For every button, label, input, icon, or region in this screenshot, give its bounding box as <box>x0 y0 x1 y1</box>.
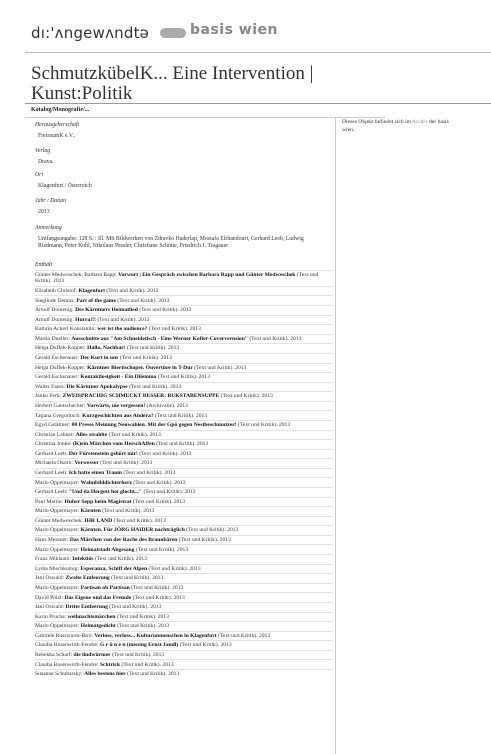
item-info: (Text und Kritik). 2013 <box>184 527 239 534</box>
item-author: Claudia Rosenwirth-Fendre: <box>35 642 100 649</box>
list-item[interactable] <box>35 391 333 401</box>
list-item[interactable] <box>35 363 333 373</box>
item-info: (Text und Kritik). 2013 <box>134 546 189 553</box>
site-header <box>0 0 491 52</box>
item-info: (Text und Kritik). 2013 <box>120 661 174 668</box>
item-author: Karin Prucha: <box>35 613 68 620</box>
meta-value: Umfangsangabe: 128 S. : Ill. Mit Bildwerken von Zdravko Haderlap, Mostafa Elrhandouri, Gerhard Leeb, Ludwig Riedmann, Peter Kohl, Nikolaus Pessler, Christiane Schütte, Friedrich J. Tragauer <box>38 235 304 249</box>
item-info: (Text und Kritik). 2013 <box>131 594 185 601</box>
item-title[interactable]: Wahnbilddichterherz <box>80 479 132 486</box>
item-title[interactable]: Kärnten <box>80 508 101 515</box>
item-author: Christina Jonke: <box>35 441 73 448</box>
item-author: Arnulf Domenig: <box>35 307 76 314</box>
item-info: (Text und Kritik). 2013 <box>154 441 209 448</box>
item-title[interactable]: ZWEISPRACHIG SCHMECKT BESSER: BUKSTABENSUPPE <box>62 393 220 400</box>
title-divider <box>25 103 491 104</box>
item-author: Arnulf Domenig: <box>35 316 76 323</box>
item-author: Mario Oppelmayer: <box>35 527 81 534</box>
list-item[interactable] <box>35 430 333 440</box>
item-title[interactable]: Esperanza, Schiff der Alpen <box>80 565 148 572</box>
item-info: (Text und Kritik). 2013 <box>100 508 155 515</box>
item-info: (Text und Kritik). 2013 <box>93 556 147 563</box>
list-item[interactable] <box>35 315 333 325</box>
item-info: (Text und Kritik). 2013 <box>131 498 185 505</box>
item-info: (Text und Kritik). 2013 <box>121 470 176 476</box>
category-divider <box>25 117 385 118</box>
meta-label: Herausgeberschaft <box>35 122 80 128</box>
column-divider <box>335 117 336 754</box>
item-author: Martin Dueller: <box>35 335 72 342</box>
list-item[interactable] <box>35 410 333 420</box>
angewandte-logo[interactable]: dı:'ʌngewʌndtə <box>31 24 150 42</box>
item-author: Kathrin Ackerl Konstantin: <box>35 326 98 333</box>
list-item[interactable] <box>35 583 333 593</box>
item-author: Günter Medweschek, Barbara Rapp: <box>35 272 119 279</box>
item-info: (Text und Kritik). 2013 <box>110 651 165 658</box>
item-author: Egyd Gstättner: <box>35 422 72 429</box>
item-info: (Text und Kritik). 2013 <box>98 460 153 467</box>
item-info: (Text und Kritik). 2013 <box>131 479 186 486</box>
item-title[interactable]: Ich hatte einen Traum <box>68 470 122 476</box>
list-item[interactable] <box>35 477 333 487</box>
item-title[interactable]: Huber Sepp beim Magistrat <box>64 498 132 505</box>
list-item[interactable] <box>35 650 333 660</box>
list-item[interactable] <box>35 631 333 641</box>
list-item[interactable] <box>35 439 333 449</box>
item-title[interactable]: IHR LAND <box>84 517 113 524</box>
item-author: Gerhard Leeb: <box>35 470 69 476</box>
item-info: (Text und Kritik). 2013 <box>35 272 319 285</box>
item-title[interactable]: Heimatgedicht <box>80 623 116 630</box>
item-info: (Text und Kritik). 2013 <box>107 431 161 438</box>
list-item[interactable] <box>35 401 333 411</box>
item-info: (Text und Kritik). 2013 <box>247 335 302 342</box>
basis-wien-logo-text[interactable]: basis wien <box>190 22 279 38</box>
item-author: David Pölzl: <box>35 594 65 601</box>
meta-field <box>35 172 330 190</box>
item-title[interactable]: Verloss, verloss... Kulturunmenschen in Klagenfurt <box>94 632 217 639</box>
meta-value: Klagenfurt / Österreich <box>38 182 92 189</box>
meta-label: Verlag <box>35 148 51 154</box>
contents-list <box>35 262 333 679</box>
meta-field <box>35 198 330 216</box>
meta-label: Ort <box>35 172 44 178</box>
list-item[interactable] <box>35 458 333 468</box>
item-title[interactable]: Infektiös <box>72 556 94 563</box>
item-author: Elisabeth Christof: <box>35 288 79 295</box>
archive-link[interactable]: Archiv <box>412 119 428 125</box>
item-author: Rebekka Scharf: <box>35 651 74 658</box>
item-info: (Text und Kritik). 2013 <box>115 613 169 620</box>
list-item[interactable] <box>35 449 333 459</box>
item-author: Jani Oswald: <box>35 575 66 582</box>
item-title[interactable]: Kontaktlosigkeit - Ein Dilemma <box>80 374 157 381</box>
meta-value: 2013 <box>38 208 50 215</box>
meta-label: Anmerkung <box>35 225 62 231</box>
item-title[interactable]: Zweite Entleerung <box>65 575 110 582</box>
item-title[interactable]: Die Kärntner Apokalypse <box>66 383 128 390</box>
item-title[interactable]: Vorwärts, nie vergessen! <box>86 402 146 409</box>
list-item[interactable] <box>35 612 333 622</box>
list-item[interactable] <box>35 420 333 430</box>
item-author: Janko Ferk: <box>35 393 63 400</box>
archive-note-text: Dieses Objekt befindet sich im <box>342 119 411 125</box>
item-info: (Text und Kritik). 2013 <box>129 584 184 591</box>
item-title[interactable]: Alles strahlte <box>75 431 108 438</box>
item-info: (Text und Kritik). 2013 <box>219 393 273 400</box>
item-author: Paul Martin: <box>35 498 65 505</box>
item-info: (Text und Kritik). 2013 <box>137 307 192 314</box>
item-title[interactable]: wer ist the audience? <box>97 326 148 333</box>
list-item[interactable] <box>35 382 333 392</box>
item-author: Hans Messner: <box>35 537 70 544</box>
item-title[interactable]: Kärnten. Für JÖRG HAIDER nachträglich <box>80 527 185 534</box>
item-title[interactable]: Alles bestens hier <box>84 671 126 678</box>
item-info: (Text und Kritik). 2013 <box>112 517 166 524</box>
item-title[interactable]: Kärntner Biertischoper. Ouvertüre in T-Dur <box>87 364 193 371</box>
list-item[interactable] <box>35 592 333 602</box>
archive-note-text-end: der basis wien. <box>342 119 449 133</box>
list-item[interactable] <box>35 659 333 669</box>
item-author: Franz Miklautz: <box>35 556 73 563</box>
item-info: (Text und Kritik). 2013 <box>104 288 159 295</box>
item-info: (Text und Kritik). 2013 <box>236 422 291 429</box>
item-author: Walter Fanta: <box>35 383 67 390</box>
list-item[interactable] <box>35 525 333 535</box>
item-title[interactable]: (K)ein Märchen vom HerschAffen <box>72 441 155 448</box>
item-author: Mario Oppelmayer: <box>35 584 81 591</box>
item-author: Susanne Schubarsky: <box>35 671 85 678</box>
item-title[interactable]: G r ü n e n (missing Ernst Jandl) <box>99 642 179 649</box>
list-item[interactable] <box>35 564 333 574</box>
item-title[interactable]: Hurra!!! <box>75 316 96 323</box>
item-title[interactable]: Part of the game <box>76 297 116 304</box>
item-info: (Text und Kritik). 2013 <box>115 297 170 304</box>
item-title[interactable]: weihnachtsmärchen <box>67 613 116 620</box>
item-info: (Text und Kritik). 2013 <box>156 374 210 381</box>
item-author: Mario Oppelmayer: <box>35 546 81 553</box>
item-title[interactable]: Verwesser <box>74 460 99 467</box>
page-title: SchmutzkübelK... Eine Intervention | Kunst:Politik <box>31 63 314 104</box>
item-title[interactable]: Schtrick <box>99 661 121 668</box>
item-author: Michaela Okorn: <box>35 460 75 467</box>
list-item[interactable] <box>35 516 333 526</box>
item-author: Mario Oppelmayer: <box>35 623 81 630</box>
item-info: (Text und Kritik). 2013 <box>142 489 196 496</box>
item-author: Helga Duffek-Kopper: <box>35 345 88 352</box>
item-title[interactable]: Heimatstadt Abgesang <box>80 546 135 553</box>
item-author: Helga Duffek-Kopper: <box>35 364 88 371</box>
item-info: (Archivalie). 2013 <box>145 402 188 409</box>
item-title[interactable]: Dritte Entleerung <box>65 604 108 611</box>
category-label: Katalog/Monografie/... <box>31 107 90 113</box>
item-info: (Text und Kritik). 2013 <box>118 355 172 362</box>
list-item[interactable] <box>35 487 333 497</box>
item-author: Sieglinde Demus: <box>35 297 77 304</box>
item-author: Gabriele Russwurm-Biró: <box>35 632 95 639</box>
item-title[interactable]: Hallo, Nachbar! <box>87 345 126 352</box>
list-item[interactable] <box>35 343 333 353</box>
list-item[interactable] <box>35 602 333 612</box>
list-item[interactable] <box>35 334 333 344</box>
item-author: Claudia Rosenwirth-Fendre: <box>35 661 100 668</box>
item-info: (Text und Kritik). 2013 <box>127 383 182 390</box>
list-item[interactable] <box>35 468 333 478</box>
contents-label: Enthält <box>35 262 53 268</box>
item-info: (Text und Kritik). 2013 <box>177 537 231 544</box>
list-item[interactable] <box>35 544 333 554</box>
list-item[interactable] <box>35 270 333 286</box>
item-title[interactable]: "Und da Hergott hot glocht..." <box>68 489 143 496</box>
item-title[interactable]: Partisan oh Partisan <box>80 584 130 591</box>
item-info: (Text und Kritik). 2013 <box>109 575 164 582</box>
item-title[interactable]: die lindwürmer <box>73 651 111 658</box>
item-author: Gerald Eschenauer: <box>35 374 81 381</box>
meta-value: FreiraumK e.V.. <box>38 132 76 139</box>
list-item[interactable] <box>35 535 333 545</box>
item-info: (Text und Kritik). 2013 <box>125 345 180 352</box>
item-info: (Text und Kritik). 2013 <box>95 316 150 323</box>
item-author: Mario Oppelmayer: <box>35 508 81 515</box>
item-title[interactable]: Vorwort | Ein Gespräch zwischen Barbara Rapp und Günter Medweschek <box>118 272 296 279</box>
item-info: (Text und Kritik). 2013 <box>147 326 201 333</box>
item-info: (Text und Kritik). 2013 <box>115 623 170 630</box>
list-item[interactable] <box>35 621 333 631</box>
list-item[interactable] <box>35 286 333 296</box>
list-item[interactable] <box>35 506 333 516</box>
item-info: (Text und Kritik). 2013 <box>125 671 180 678</box>
item-info: (Text und Kritik). 2013 <box>147 565 201 572</box>
item-author: Mario Oppelmayer: <box>35 479 81 486</box>
item-author: Tatjana Gregoritsch: <box>35 412 83 419</box>
item-info: (Text und Kritik). 2013 <box>216 632 271 639</box>
item-title[interactable]: Des Kärntners Heimatlied <box>75 307 138 314</box>
meta-field <box>35 122 330 140</box>
item-title[interactable]: Das Eigene und das Fremde <box>64 594 132 601</box>
list-item[interactable] <box>35 554 333 564</box>
item-author: Gerhard Leeb: <box>35 489 69 496</box>
list-item[interactable] <box>35 497 333 507</box>
item-author: Jani Oswald: <box>35 604 66 611</box>
meta-field <box>35 225 330 251</box>
item-title[interactable]: Das Märchen von der Rache des Braunbären <box>69 537 178 544</box>
list-item[interactable] <box>35 353 333 363</box>
list-item[interactable] <box>35 295 333 305</box>
meta-value: Drava. <box>38 158 54 165</box>
item-info: (Text und Kritik). 2013 <box>107 604 162 611</box>
item-title[interactable]: Der Fürstenstein gehört mir! <box>68 450 138 457</box>
list-item[interactable] <box>35 640 333 650</box>
item-title[interactable]: 00 Presse Meinung Neuwahlen. Mit der Gpö gegen Nestbeschmutzer! <box>71 422 237 429</box>
list-item[interactable] <box>35 573 333 583</box>
item-author: Günter Medweschek: <box>35 517 85 524</box>
item-author: Christian Lehner: <box>35 431 76 438</box>
item-title[interactable]: Klagenfurt <box>78 288 105 295</box>
item-info: (Text und Kritik). 2013 <box>178 642 232 649</box>
item-info: (Text und Kritik). 2013 <box>192 364 247 371</box>
item-author: Herbert Gantschacher: <box>35 402 87 409</box>
item-title[interactable]: Kurzgeschichten aus Andera? <box>82 412 154 419</box>
item-info: (Text und Kritik). 2013 <box>153 412 208 419</box>
basis-wien-logo-pill[interactable] <box>160 28 186 38</box>
list-item[interactable] <box>35 305 333 315</box>
item-author: Lydia Mischkulnig: <box>35 565 81 572</box>
archive-note <box>342 119 462 134</box>
item-info: (Text und Kritik). 2013 <box>137 450 192 457</box>
header-divider <box>25 52 491 53</box>
item-author: Gerald Eschenauer: <box>35 355 81 362</box>
item-title[interactable]: Ausschnitte aus "Am Schneidetisch - Eine Werner Kofler-Coververnsion" <box>71 335 248 342</box>
list-item[interactable] <box>35 669 333 679</box>
meta-field <box>35 148 330 166</box>
item-author: Gerhard Leeb: <box>35 450 69 457</box>
list-item[interactable] <box>35 372 333 382</box>
item-title[interactable]: Der Kurt in uns <box>80 355 119 362</box>
meta-label: Jahr / Datum <box>35 198 66 204</box>
list-item[interactable] <box>35 324 333 334</box>
